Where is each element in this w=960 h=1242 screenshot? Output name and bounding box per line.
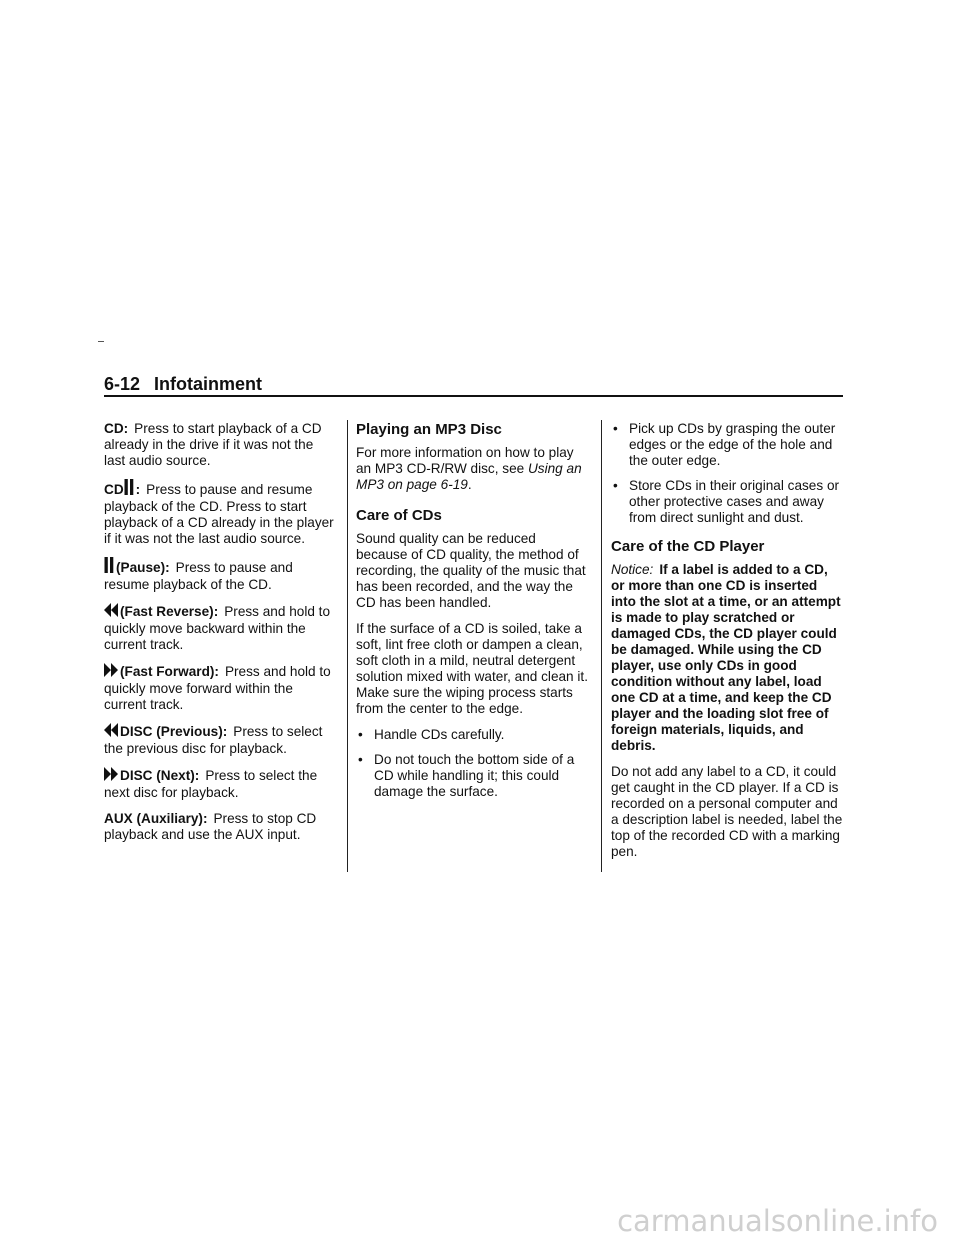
care-bullet-list-continued [611, 421, 845, 526]
care-bullet-list [356, 727, 590, 800]
list-item: • Store CDs in their original cases or other protective cases and away from direct sunlight and dust. [613, 478, 840, 525]
pause-icon [104, 557, 114, 577]
column-divider [601, 420, 602, 872]
forward-icon [104, 663, 118, 681]
section-title: Infotainment [154, 374, 263, 394]
mp3-page-reference[interactable]: Using an MP3 on page 6-19 [356, 461, 582, 492]
watermark: carmanualsonline.info [617, 1204, 938, 1238]
bullet-icon: • [358, 752, 363, 767]
notice-label: Notice: [611, 562, 654, 577]
column-1 [104, 421, 336, 853]
pause-entry: (Pause): Press to pause and resume playback of the CD. [104, 557, 336, 593]
bullet-icon: • [358, 727, 363, 742]
care-paragraph-2: If the surface of a CD is soiled, take a soft, lint free cloth or dampen a clean, soft cloth in a mild, neutral detergent solution mixed with water, and clean it. Make sure the wiping process starts from the center to the edge. [356, 621, 588, 716]
page-number: 6-12 [104, 374, 141, 394]
cd-entry: CD: Press to start playback of a CD already in the drive if it was not the last audio source. [104, 421, 322, 468]
reverse-icon [104, 723, 118, 741]
list-item: • Pick up CDs by grasping the outer edges or the edge of the hole and the outer edge. [613, 421, 836, 468]
page-tick-mark [98, 341, 104, 342]
notice-paragraph: Notice: If a label is added to a CD, or more than one CD is inserted into the slot at a time, or an attempt is made to play scratched or damaged CDs, the CD player could be damaged. While using the CD player, use only CDs in good condition without any label, load one CD at a time, and keep the CD player and the loading slot free of foreign materials, liquids, and debris. [611, 562, 841, 753]
cd-pause-entry: CD : Press to pause and resume playback of the CD. Press to start playback of a CD already in the player if it was not the last audio source. [104, 479, 336, 547]
aux-entry: AUX (Auxiliary): Press to stop CD playback and use the AUX input. [104, 811, 317, 842]
header-rule [104, 395, 843, 397]
fast-reverse-entry: (Fast Reverse): Press and hold to quickly move backward within the current track. [104, 604, 331, 652]
reverse-icon [104, 603, 118, 621]
column-3 [611, 421, 845, 870]
label-advice-paragraph: Do not add any label to a CD, it could get caught in the CD player. If a CD is recorded on a personal computer and a description label is needed, label the top of the recorded CD with a marking pen. [611, 764, 843, 859]
page-header [104, 373, 843, 395]
bullet-icon: • [613, 478, 618, 493]
column-2 [356, 421, 590, 810]
care-of-cd-player-heading: Care of the CD Player [611, 538, 765, 555]
disc-previous-entry: DISC (Previous): Press to select the previous disc for playback. [104, 724, 323, 756]
care-paragraph-1: Sound quality can be reduced because of CD quality, the method of recording, the quality of the music that has been recorded, and the way the CD has been handled. [356, 531, 586, 610]
list-item: • Do not touch the bottom side of a CD while handling it; this could damage the surface. [358, 752, 575, 799]
list-item: • Handle CDs carefully. [358, 727, 505, 742]
column-divider [347, 420, 348, 872]
forward-icon [104, 767, 118, 785]
mp3-heading: Playing an MP3 Disc [356, 421, 502, 438]
fast-forward-entry: (Fast Forward): Press and hold to quickly move forward within the current track. [104, 664, 331, 712]
pause-icon [124, 479, 134, 499]
care-of-cds-heading: Care of CDs [356, 507, 442, 524]
disc-next-entry: DISC (Next): Press to select the next disc for playback. [104, 768, 318, 800]
bullet-icon: • [613, 421, 618, 436]
mp3-paragraph: For more information on how to play an MP3 CD-R/RW disc, see Using an MP3 on page 6-19. [356, 445, 582, 492]
